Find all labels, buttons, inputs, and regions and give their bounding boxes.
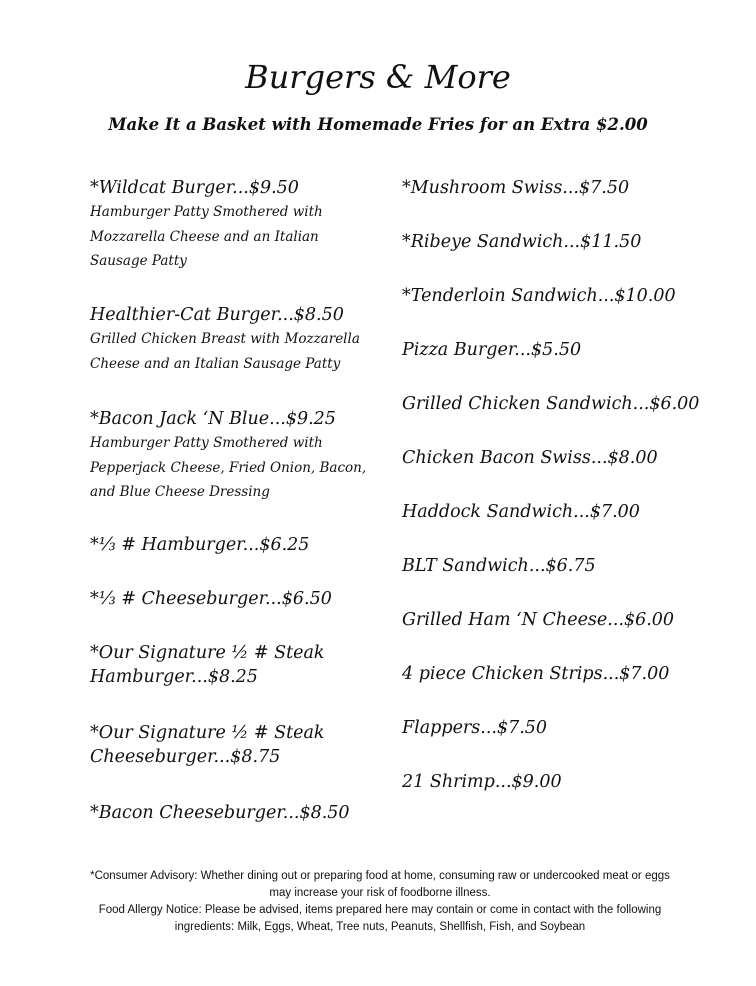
item-name: *Tenderloin Sandwich...$10.00 [402,286,676,306]
menu-item [90,587,380,641]
item-name: *Ribeye Sandwich...$11.50 [402,232,642,252]
item-name: Grilled Ham ‘N Cheese...$6.00 [402,610,675,630]
item-name: *Mushroom Swiss...$7.50 [402,178,630,198]
menu-item [402,554,742,608]
item-description: Hamburger Patty Smothered with Mozzarella Cheese and an Italian Sausage Patty [90,204,323,269]
menu-title: Burgers & More [245,58,511,96]
item-name: Grilled Chicken Sandwich...$6.00 [402,394,700,414]
menu-item [90,176,380,303]
menu-item [402,284,742,338]
item-name: *Our Signature ½ # Steak Hamburger...$8.25 [90,643,325,687]
item-name: *⅓ # Hamburger...$6.25 [90,535,310,555]
menu-item [90,641,380,721]
menu-item [402,176,742,230]
item-name: Flappers...$7.50 [402,718,548,738]
menu-item [402,500,742,554]
item-name: Haddock Sandwich...$7.00 [402,502,640,522]
item-name: *Our Signature ½ # Steak Cheeseburger...$8.75 [90,723,325,767]
menu-item [402,770,742,824]
item-name: *Bacon Jack ‘N Blue...$9.25 [90,409,336,429]
food-allergy-notice: Food Allergy Notice: Please be advised, items prepared here may contain or come in contact with the following ingredients: Milk, Eggs, Wheat, Tree nuts, Peanuts, Shellfish, Fish, and Soybean [98,904,662,933]
menu-item [90,533,380,587]
item-name: Healthier-Cat Burger...$8.50 [90,305,344,325]
menu-item [90,303,380,407]
menu-item [402,392,742,446]
menu-item [90,801,380,825]
item-name: 21 Shrimp...$9.00 [402,772,562,792]
item-name: *⅓ # Cheeseburger...$6.50 [90,589,332,609]
item-name: BLT Sandwich...$6.75 [402,556,596,576]
menu-item [90,721,380,801]
menu-item [402,662,742,716]
item-description: Hamburger Patty Smothered with Pepperjack Cheese, Fried Onion, Bacon, and Blue Cheese Dressing [90,435,367,500]
item-name: Chicken Bacon Swiss...$8.00 [402,448,658,468]
advisory-notice [90,868,670,936]
consumer-advisory: *Consumer Advisory: Whether dining out or preparing food at home, consuming raw or undercooked meat or eggs may increase your risk of foodborne illness. [90,870,670,899]
item-name: *Wildcat Burger...$9.50 [90,178,299,198]
menu-item [90,407,380,533]
item-name: 4 piece Chicken Strips...$7.00 [402,664,670,684]
item-name: Pizza Burger...$5.50 [402,340,582,360]
menu-item [402,446,742,500]
menu-item [402,230,742,284]
left-menu-column [90,176,380,825]
menu-item [402,338,742,392]
right-menu-column [402,176,742,824]
menu-item [402,608,742,662]
item-name: *Bacon Cheeseburger...$8.50 [90,803,350,823]
menu-item [402,716,742,770]
item-description: Grilled Chicken Breast with Mozzarella Cheese and an Italian Sausage Patty [90,331,360,372]
menu-subtitle: Make It a Basket with Homemade Fries for an Extra $2.00 [108,115,648,134]
